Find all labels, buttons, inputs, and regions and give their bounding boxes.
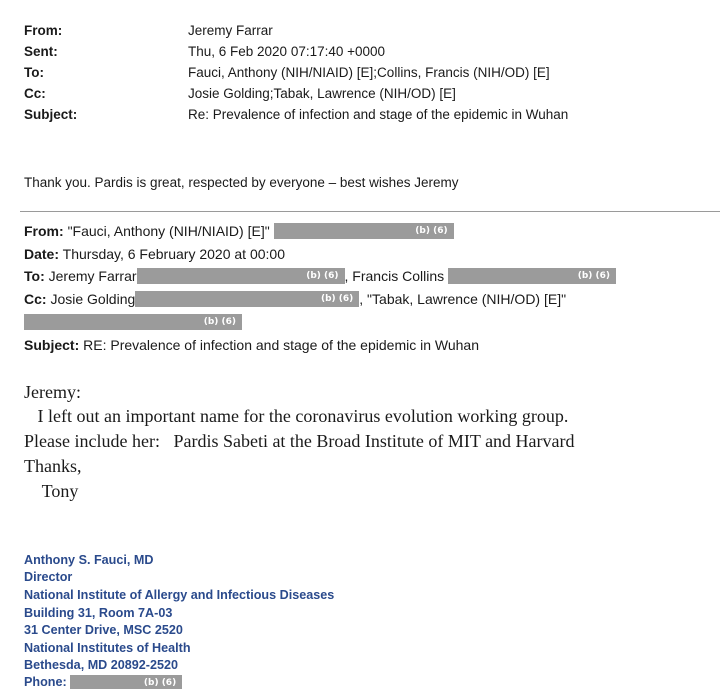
quoted-to-row bbox=[24, 266, 616, 286]
quoted-date-value: Thursday, 6 February 2020 at 00:00 bbox=[62, 246, 285, 262]
quoted-from-value: "Fauci, Anthony (NIH/NIAID) [E]" bbox=[67, 223, 270, 239]
signature-street: 31 Center Drive, MSC 2520 bbox=[24, 623, 183, 637]
header-subject-label: Subject: bbox=[24, 107, 78, 122]
quote-divider bbox=[20, 211, 720, 212]
message-line-2: Please include her: Pardis Sabeti at the Broad Institute of MIT and Harvard bbox=[24, 431, 575, 451]
header-sent-value: Thu, 6 Feb 2020 07:17:40 +0000 bbox=[188, 44, 386, 59]
signature-phone-row bbox=[24, 674, 182, 691]
redaction-box bbox=[274, 223, 454, 239]
quoted-to-name: Jeremy Farrar bbox=[48, 268, 137, 284]
message-closing: Thanks, bbox=[24, 456, 82, 476]
header-from-value: Jeremy Farrar bbox=[188, 23, 273, 38]
signature-title: Director bbox=[24, 570, 73, 584]
redaction-code: (b) (6) bbox=[415, 226, 448, 237]
redaction-box bbox=[448, 268, 616, 284]
header-to-label: To: bbox=[24, 65, 44, 80]
redaction-code: (b) (6) bbox=[203, 317, 236, 328]
signature-phone-label: Phone: bbox=[24, 675, 67, 689]
redaction-box bbox=[137, 268, 345, 284]
quoted-cc-second: , "Tabak, Lawrence (NIH/OD) [E]" bbox=[359, 291, 567, 307]
quoted-cc-name: Josie Golding bbox=[50, 291, 136, 307]
quoted-subject-value: RE: Prevalence of infection and stage of the epidemic in Wuhan bbox=[83, 337, 479, 353]
quoted-to-second: , Francis Collins bbox=[344, 268, 445, 284]
redaction-code: (b) (6) bbox=[306, 271, 339, 282]
quoted-to-label: To: bbox=[24, 268, 45, 284]
signature-city: Bethesda, MD 20892-2520 bbox=[24, 658, 179, 672]
quoted-date-row bbox=[24, 244, 285, 264]
redaction-code: (b) (6) bbox=[577, 271, 611, 282]
signature-org: National Institute of Allergy and Infectious Diseases bbox=[24, 588, 335, 602]
redaction-box bbox=[135, 291, 359, 307]
signature-name: Anthony S. Fauci, MD bbox=[24, 553, 154, 567]
message-greeting: Jeremy: bbox=[24, 382, 81, 402]
signature-parent: National Institutes of Health bbox=[24, 641, 191, 655]
quoted-subject-row bbox=[24, 335, 479, 355]
redaction-box bbox=[24, 314, 242, 330]
redaction-code: (b) (6) bbox=[143, 677, 177, 688]
quoted-date-label: Date: bbox=[24, 246, 60, 262]
message-sign: Tony bbox=[24, 481, 79, 501]
header-cc-label: Cc: bbox=[24, 86, 46, 101]
header-to-value: Fauci, Anthony (NIH/NIAID) [E];Collins, Francis (NIH/OD) [E] bbox=[188, 65, 550, 80]
quoted-from-row bbox=[24, 221, 454, 241]
quoted-cc-label: Cc: bbox=[24, 291, 47, 307]
header-from-label: From: bbox=[24, 23, 63, 38]
signature-building: Building 31, Room 7A-03 bbox=[24, 606, 173, 620]
reply-text: Thank you. Pardis is great, respected by everyone – best wishes Jeremy bbox=[24, 175, 459, 190]
quoted-cc-row bbox=[24, 289, 566, 309]
message-line-1: I left out an important name for the coronavirus evolution working group. bbox=[24, 406, 569, 426]
redaction-code: (b) (6) bbox=[320, 294, 354, 305]
quoted-subject-label: Subject: bbox=[24, 337, 80, 353]
quoted-cc-cont-row bbox=[24, 312, 242, 332]
quoted-from-label: From: bbox=[24, 223, 64, 239]
header-cc-value: Josie Golding;Tabak, Lawrence (NIH/OD) [E] bbox=[188, 86, 456, 101]
header-sent-label: Sent: bbox=[24, 44, 58, 59]
header-subject-value: Re: Prevalence of infection and stage of the epidemic in Wuhan bbox=[188, 107, 569, 122]
